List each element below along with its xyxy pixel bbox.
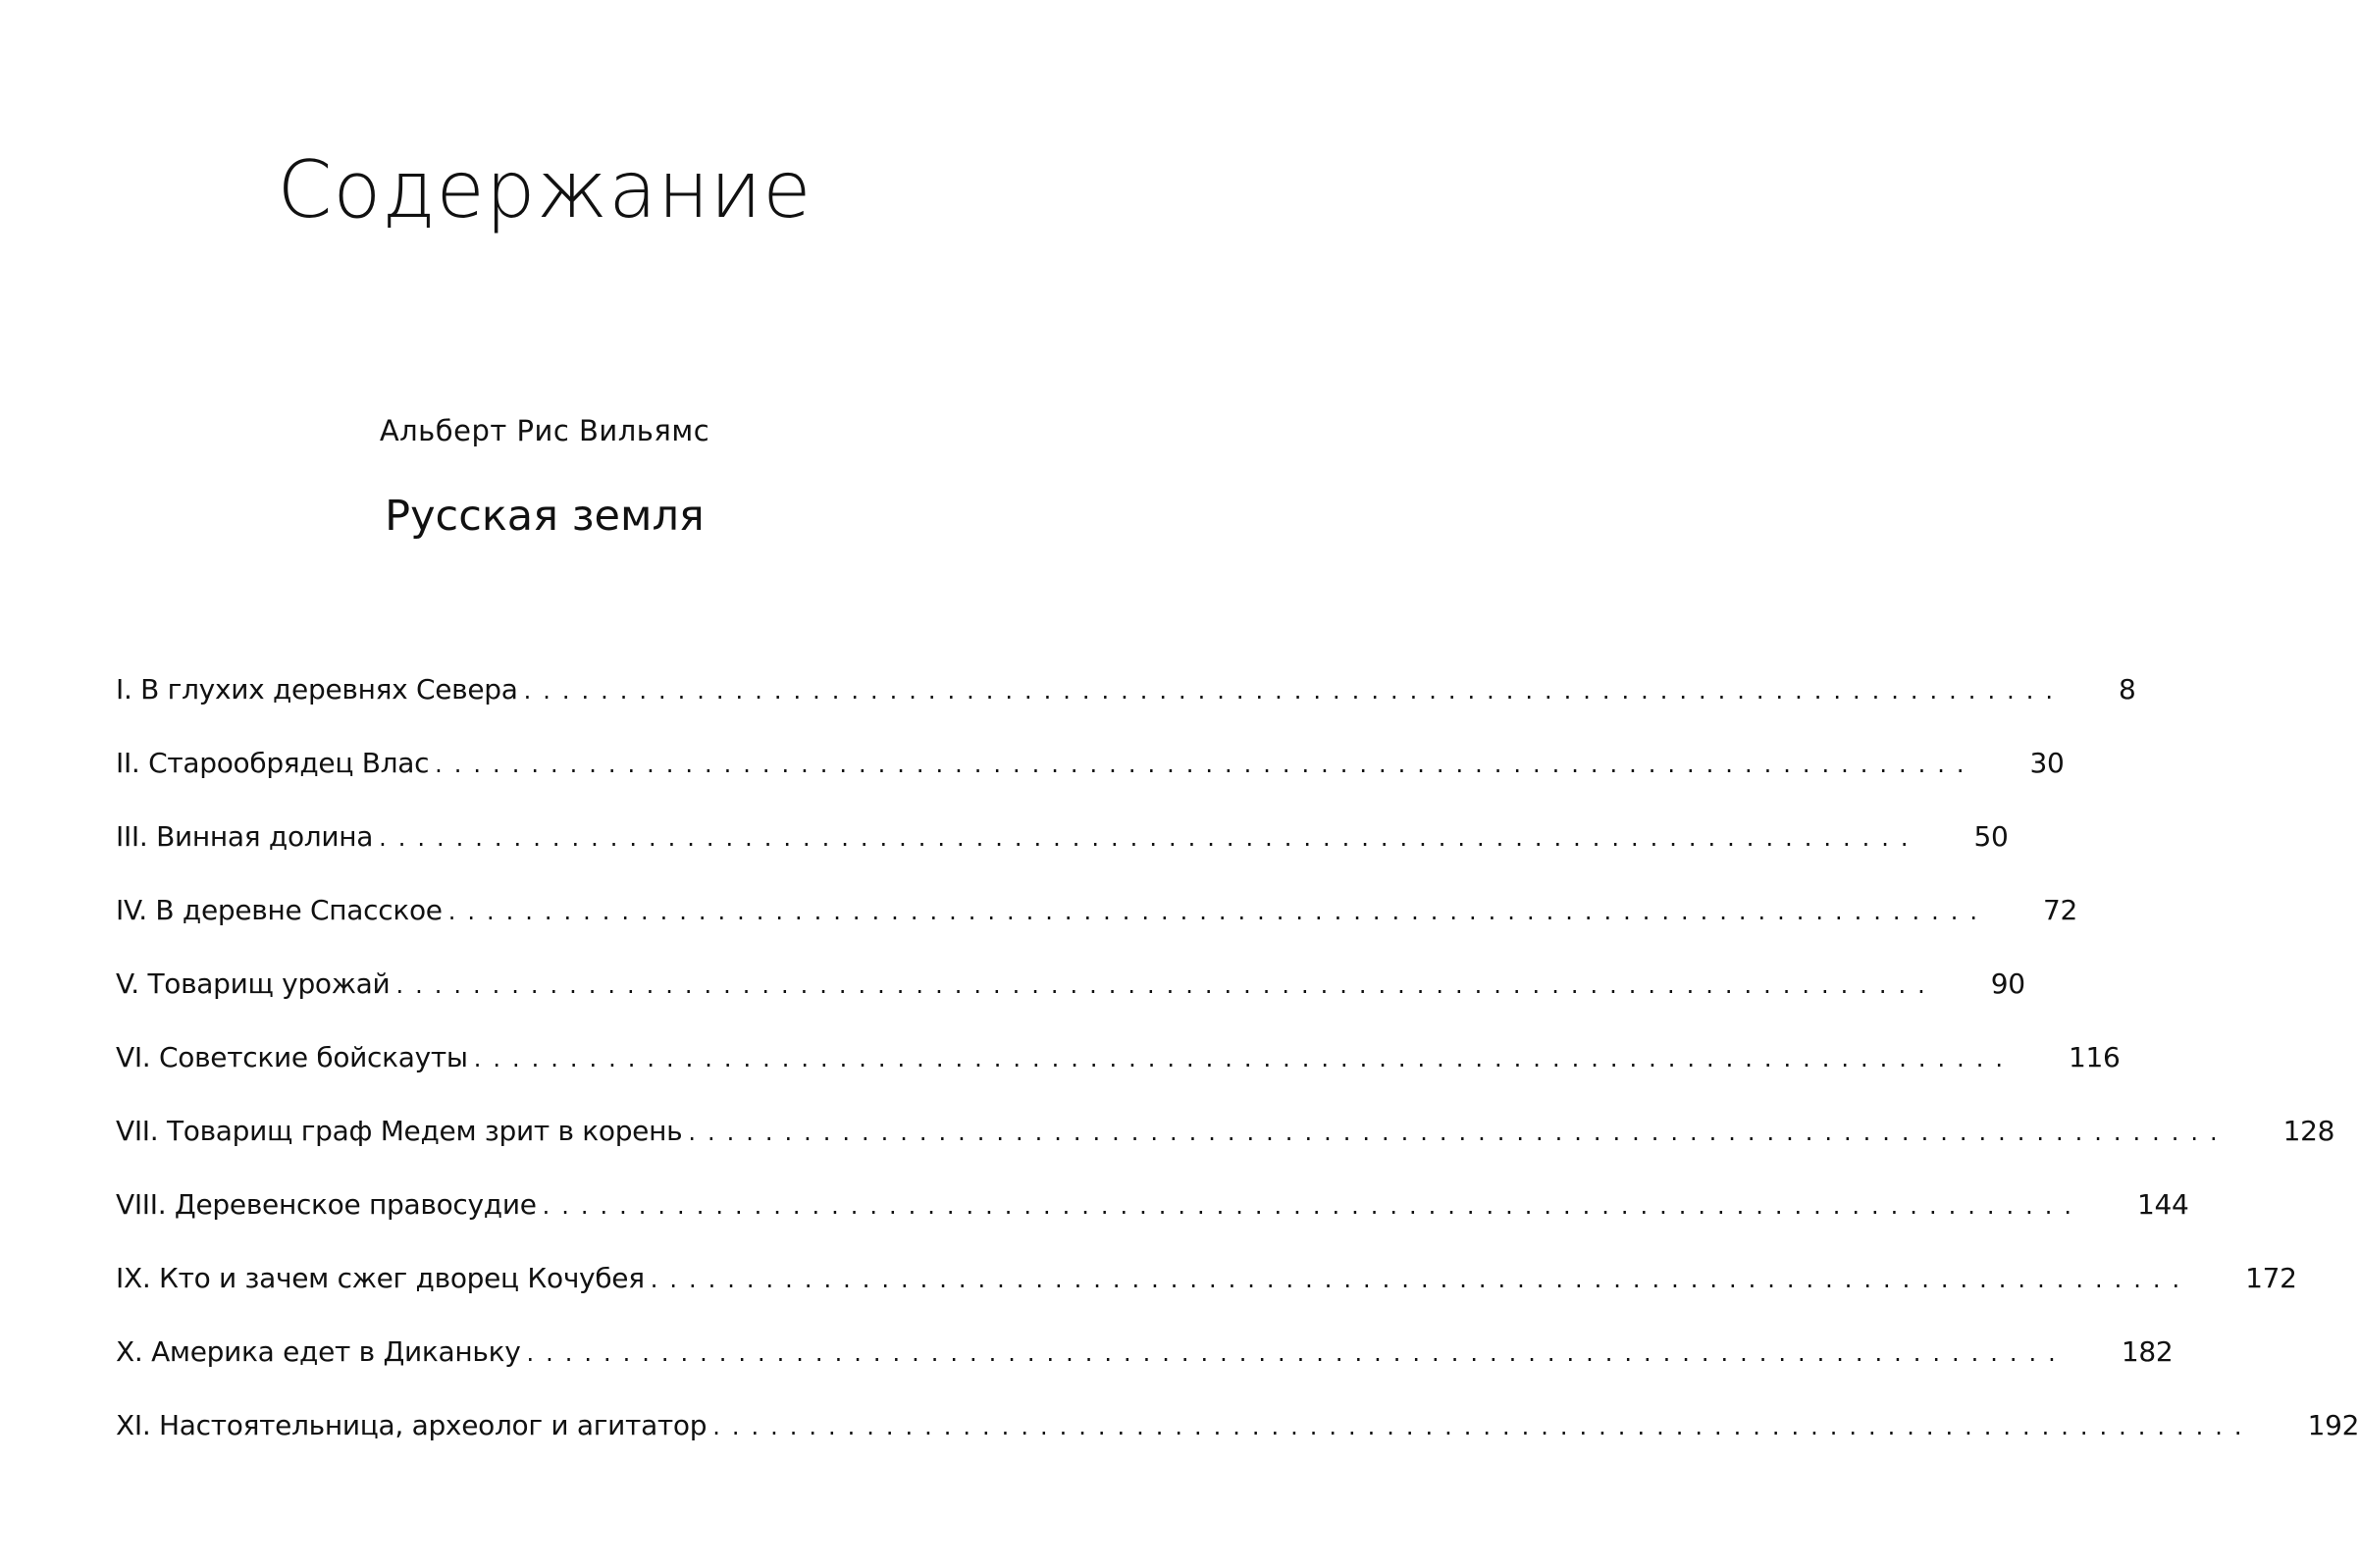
dot-leader: ................................................................................ [379,824,1920,852]
dot-leader: ................................................................................ [712,1413,2254,1440]
toc-entry-page: 72 [2043,894,2078,926]
toc-entry-page: 182 [2121,1335,2174,1368]
dot-leader: ................................................................................ [447,898,1990,925]
toc-entry [116,965,2025,1038]
dot-leader: ................................................................................ [688,1119,2229,1146]
toc-entry-page: 8 [2118,673,2136,706]
toc-entry-title: V. Товарищ урожай [116,967,391,1000]
toc-entry-title: VII. Товарищ граф Медем зрит в корень [116,1115,683,1147]
toc-entry-title: VIII. Деревенское правосудие [116,1188,537,1221]
toc-entry-title: X. Америка едет в Диканьку [116,1335,521,1368]
dot-leader: ................................................................................ [542,1192,2083,1220]
toc-entry [116,744,2065,817]
toc-entry-title: I. В глухих деревнях Севера [116,673,518,706]
toc-entry-title: III. Винная долина [116,820,374,853]
author-name: Альберт Рис Вильямс [379,414,710,447]
toc-entry-title: XI. Настоятельница, археолог и агитатор [116,1409,708,1441]
dot-leader: ................................................................................ [435,751,1976,778]
toc-entry-page: 172 [2245,1262,2297,1294]
toc-entry-page: 192 [2307,1409,2359,1441]
toc-entry [116,670,2136,744]
toc-entry-page: 116 [2069,1041,2121,1073]
toc-entry-title: IX. Кто и зачем сжег дворец Кочубея [116,1262,645,1294]
toc-entry-page: 128 [2282,1115,2335,1147]
toc-entry [116,1185,2189,1259]
toc-entry-title: VI. Советские бойскауты [116,1041,468,1073]
toc-entry [116,1038,2121,1112]
toc-entry-page: 90 [1990,967,2025,1000]
toc-entry [116,1112,2335,1185]
dot-leader: ................................................................................ [526,1339,2068,1367]
toc-entry [116,1406,2359,1480]
toc-entry-title: II. Старообрядец Влас [116,747,430,779]
dot-leader: ................................................................................ [523,677,2065,705]
toc-entry-page: 30 [2029,747,2065,779]
dot-leader: ................................................................................ [395,971,1937,999]
toc-entry [116,817,2009,891]
toc-entry [116,891,2078,965]
table-of-contents [116,670,2359,1480]
dot-leader: ................................................................................ [473,1045,2016,1072]
toc-entry [116,1333,2174,1406]
book-title: Русская земля [385,492,705,541]
toc-entry [116,1259,2297,1333]
toc-entry-page: 144 [2136,1188,2189,1221]
toc-entry-page: 50 [1973,820,2009,853]
page-title: Содержание [277,143,813,235]
toc-entry-title: IV. В деревне Спасское [116,894,443,926]
dot-leader: ................................................................................ [650,1266,2192,1293]
